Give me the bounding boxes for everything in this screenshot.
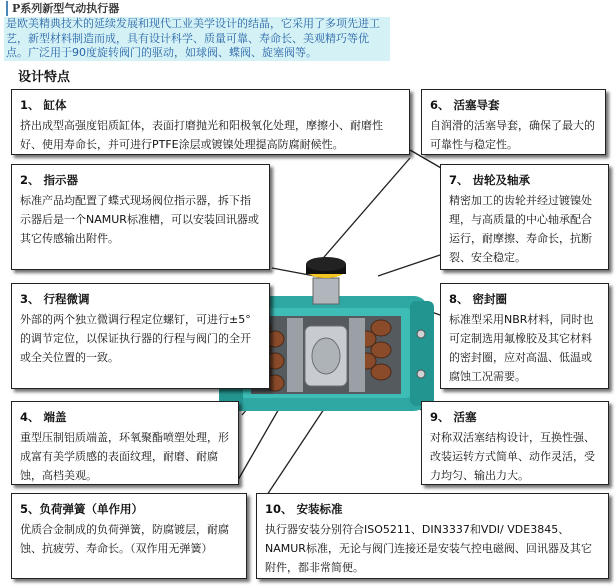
- feature-box-4: [11, 401, 239, 485]
- intro-text: 是欧美精典技术的延续发展和现代工业美学设计的结晶，它采用了多项先进工艺，新型材料制造而成，具有设计科学、质量可靠、寿命长、美观精巧等优点。广泛用于90度旋转阀门的驱动，如球阀、蝶阀、旋塞阀等。: [4, 17, 390, 61]
- feature-text: 自润滑的活塞导套，确保了最大的可靠性与稳定性。: [430, 119, 595, 151]
- feature-text: 对称双活塞结构设计，互换性强、改装运转方式简单、动作灵活，受力均匀、输出力大。: [430, 431, 595, 482]
- feature-text: 挤出成型高强度铝质缸体，表面打磨抛光和阳极氧化处理，摩擦小、耐磨性好、使用寿命长，并可进行PTFE涂层或镀镍处理提高防腐耐候性。: [20, 119, 383, 151]
- feature-title: 4、 端盖: [20, 410, 67, 424]
- feature-text: 优质合金制成的负荷弹簧，防腐镀层，耐腐蚀、抗疲劳、寿命长。（双作用无弹簧）: [20, 523, 229, 555]
- feature-title: 2、 指示器: [20, 173, 79, 187]
- feature-title: 6、 活塞导套: [430, 98, 500, 112]
- feature-text: 执行器安装分别符合ISO5211、DIN3337和VDI/ VDE3845、NAMUR标准，无论与阀门连接还是安装气控电磁阀、回讯器及其它附件，都非常简便。: [265, 523, 592, 574]
- feature-text: 外部的两个独立微调行程定位螺钉，可进行±5°的调节定位，以保证执行器的行程与阀门的全开或全关位置的一致。: [20, 313, 251, 364]
- feature-text: 标准产品均配置了蝶式现场阀位指示器，拆下指示器后是一个NAMUR标准槽，可以安装回讯器或其它传感输出附件。: [20, 194, 259, 245]
- feature-title: 5、负荷弹簧（单作用）: [20, 502, 144, 516]
- feature-box-10: [256, 493, 609, 579]
- feature-box-7: [440, 164, 609, 270]
- section-title: 设计特点: [18, 70, 71, 85]
- feature-title: 9、 活塞: [430, 410, 477, 424]
- page-title: P系列新型气动执行器: [6, 1, 119, 16]
- feature-box-5: [11, 493, 247, 579]
- feature-box-8: [440, 283, 609, 389]
- feature-title: 10、 安装标准: [265, 502, 343, 516]
- feature-text: 重型压制铝质端盖，环氧聚酯喷塑处理，形成富有美学质感的表面纹理，耐磨、耐腐蚀，高档美观。: [20, 431, 229, 482]
- feature-box-2: [11, 164, 270, 270]
- feature-title: 7、 齿轮及轴承: [449, 173, 531, 187]
- feature-box-1: [11, 89, 410, 155]
- feature-title: 8、 密封圈: [449, 292, 508, 306]
- feature-box-6: [421, 89, 606, 155]
- feature-text: 精密加工的齿轮并经过镀镍处理，与高质量的中心轴承配合运行，耐摩擦、寿命长，抗断裂、安全稳定。: [449, 194, 592, 264]
- feature-title: 3、 行程微调: [20, 292, 90, 306]
- feature-box-9: [421, 401, 609, 485]
- feature-box-3: [11, 283, 270, 389]
- feature-text: 标准型采用NBR材料，同时也可定制选用氟橡胶及其它材料的密封圈，应对高温、低温或腐蚀工况需要。: [449, 313, 594, 383]
- feature-title: 1、 缸体: [20, 98, 67, 112]
